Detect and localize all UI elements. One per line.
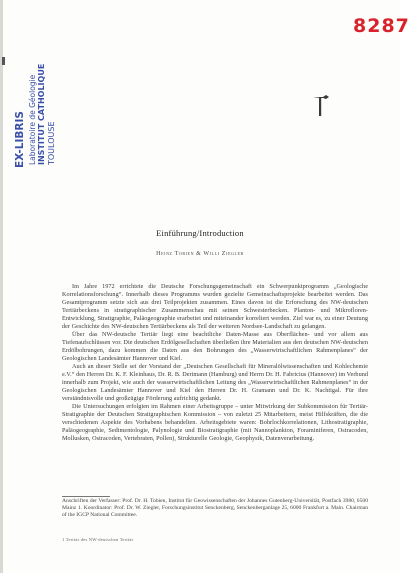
footnote-divider <box>62 496 110 497</box>
library-stamp <box>14 56 60 168</box>
library-stamp-line1: EX-LIBRIS <box>14 111 26 168</box>
paragraph: Über das NW-deutsche Tertiär liegt eine beachtliche Daten-Masse aus Oberflächen- und vor allem aus Tiefenaufschlüssen vor. Die deutschen Erdölgesellschaften überließen ihre Materialien aus den deutschen NW-deutschen Erdölbohrungen, dazu kommen die Daten aus den Bohrungen des „Wasserwirtschaftlichen Rahmenplanes“ der Geologischen Landesämter Hannover und Kiel. <box>62 331 368 362</box>
footnote: Anschriften der Verfasser: Prof. Dr. H. Tobien, Institut für Geowissenschaften der Johannes Gutenberg-Universität, Postfach 3980, 6500 Mainz 1. Koordinator: Prof. Dr. W. Ziegler, Forschungsinstitut Senckenberg, Senckenberganlage 25, 6000 Frankfurt a. Main. Chairman of the IGCP National Committee. <box>62 498 368 519</box>
handwritten-stamp-number <box>353 12 410 40</box>
authors: Heinz Tobien & Willi Ziegler <box>156 251 244 257</box>
page-footer: 1 Tertiär des NW-deutschen Tertiär <box>62 537 134 542</box>
page-edge <box>0 0 3 573</box>
page-title: Einführung/Introduction <box>156 228 244 238</box>
library-stamp-line4: TOULOUSE <box>47 121 56 165</box>
hammer-icon <box>312 93 330 117</box>
paragraph: Die Untersuchungen erfolgten im Rahmen einer Arbeitsgruppe – unter Mitwirkung der Subkommission für Tertiär-Stratigraphie der Deutschen Stratigraphischen Kommission – von zuletzt 25 Mitarbeitern, meist Hilfskräften, die die verschiedenen Aspekte des Vorhabens behandelten. Arbeitsgebiete waren: Bohrlochkorrelationen, Lithostratigraphie, Paläogeographie, Sedimentologie, Palynologie und Biostratigraphie (mit Nannoplankton, Foraminiferen, Ostracoden, Mollusken, Ostracoden, Vertebraten, Pollen), Strukturelle Geologie, Geophysik, Datenverarbeitung. <box>62 403 368 442</box>
paragraph: Auch an dieser Stelle sei der Vorstand der „Deutschen Gesellschaft für Mineralölwissenschaften und Kohlechemie e.V.“ den Herren Dr. K. F. Kleinhaus, Dr. R. B. Derimann (Hamburg) und Herrn Dr. H. Fabricius (Hannover) im Verbund innerhalb zum Projekt, wie auch der wasserwirtschaftlichen Leitung des „Wasserwirtschaftlichen Rahmenplanes“ in der Geologischen Landesämter Hannover und Kiel den Herren Dr. H. Gramann und Dr. K. Nachtigal. Für ihre verständnisvolle und großzügige Förderung aufrichtig gedankt. <box>62 363 368 402</box>
paragraph: Im Jahre 1972 errichtete die Deutsche Forschungsgemeinschaft ein Schwerpunktprogramm „Geologische Korrelationsforschung“. Innerhalb dieses Programms wurden gezielte Gemeinschaftsprojekte bearbeitet werden. Das Gesamtprogramm setzte sich aus drei Teilprojekten zusammen. Eines davon ist die Erforschung des NW-deutschen Tertiärbeckens in stratigraphischer Zusammenschau mit seinen Schwesterbecken. Planton- und Mikrofloren-Entwicklung, Stratigraphie, Paläogeographie erarbeitet und miteinander korreliert werden. Ziel war es, zu einer Deutung der Geschichte des NW-deutschen Tertiärbeckens als Teil der weiteren Nordsee-Landschaft zu gelangen. <box>62 283 368 330</box>
body-text <box>62 283 368 443</box>
library-stamp-line3: INSTITUT CATHOLIQUE <box>37 63 46 165</box>
stamp-number-text: 8287 <box>353 15 410 37</box>
library-stamp-line2: Laboratoire de Géologie <box>28 74 37 165</box>
scan-mark <box>2 57 5 65</box>
